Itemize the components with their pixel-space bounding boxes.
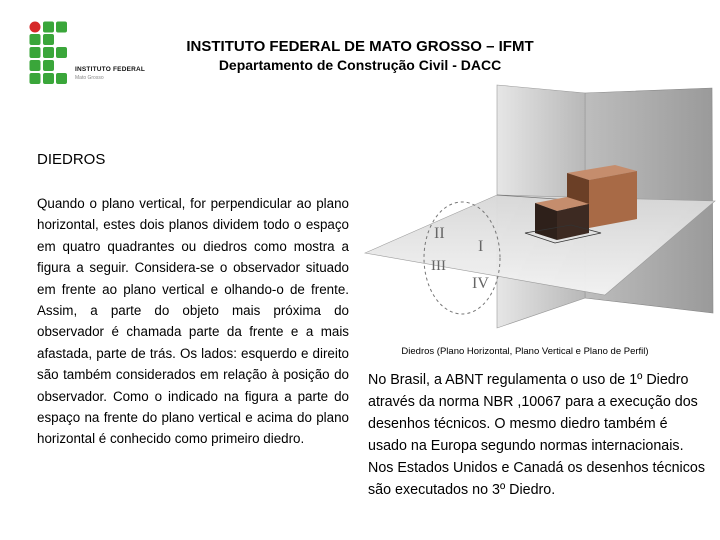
section-title: DIEDROS — [37, 151, 106, 168]
logo-subtitle: Mato Grosso — [75, 75, 104, 81]
logo-red-dot — [30, 22, 41, 33]
quadrant-label-i: I — [478, 238, 484, 255]
ifmt-logo — [28, 20, 148, 86]
quadrant-label-iv: IV — [472, 275, 489, 292]
logo-name: INSTITUTO FEDERAL — [75, 66, 146, 73]
dihedral-illustration — [357, 83, 720, 340]
object-front — [589, 171, 637, 228]
section-paragraph: Quando o plano vertical, for perpendicular ao plano horizontal, estes dois planos dividem todo o espaço em quatro quadrantes ou diedros como mostra a figura a seguir. Considera-se o observador situado em frente ao plano vertical e olhando-o de frente. Assim, a parte do objeto mais próxima do observador é chamada parte da frente e a mais afastada, parte de trás. Os lados: esquerdo e direito são também considerados em relação à posição do observador. Como o indicado na figura a parte do espaço na frente do plano vertical e acima do plano horizontal é conhecido como primeiro diedro. — [37, 196, 349, 447]
dihedral-figure — [357, 83, 720, 340]
side-paragraph: No Brasil, a ABNT regulamenta o uso de 1º Diedro através da norma NBR ,10067 para a execução dos desenhos técnicos. O mesmo diedro também é usado na Europa segundo normas internacionais. Nos Estados Unidos e Canadá os desenhos técnicos são executados no 3º Diedro. — [368, 372, 705, 498]
quadrant-label-ii: II — [434, 225, 445, 242]
header-title: INSTITUTO FEDERAL DE MATO GROSSO – IFMT — [186, 38, 534, 55]
header-subtitle: Departamento de Construção Civil - DACC — [218, 57, 502, 73]
quadrant-label-iii: III — [431, 258, 446, 274]
figure-caption: Diedros (Plano Horizontal, Plano Vertical e Plano de Perfil) — [401, 346, 649, 357]
